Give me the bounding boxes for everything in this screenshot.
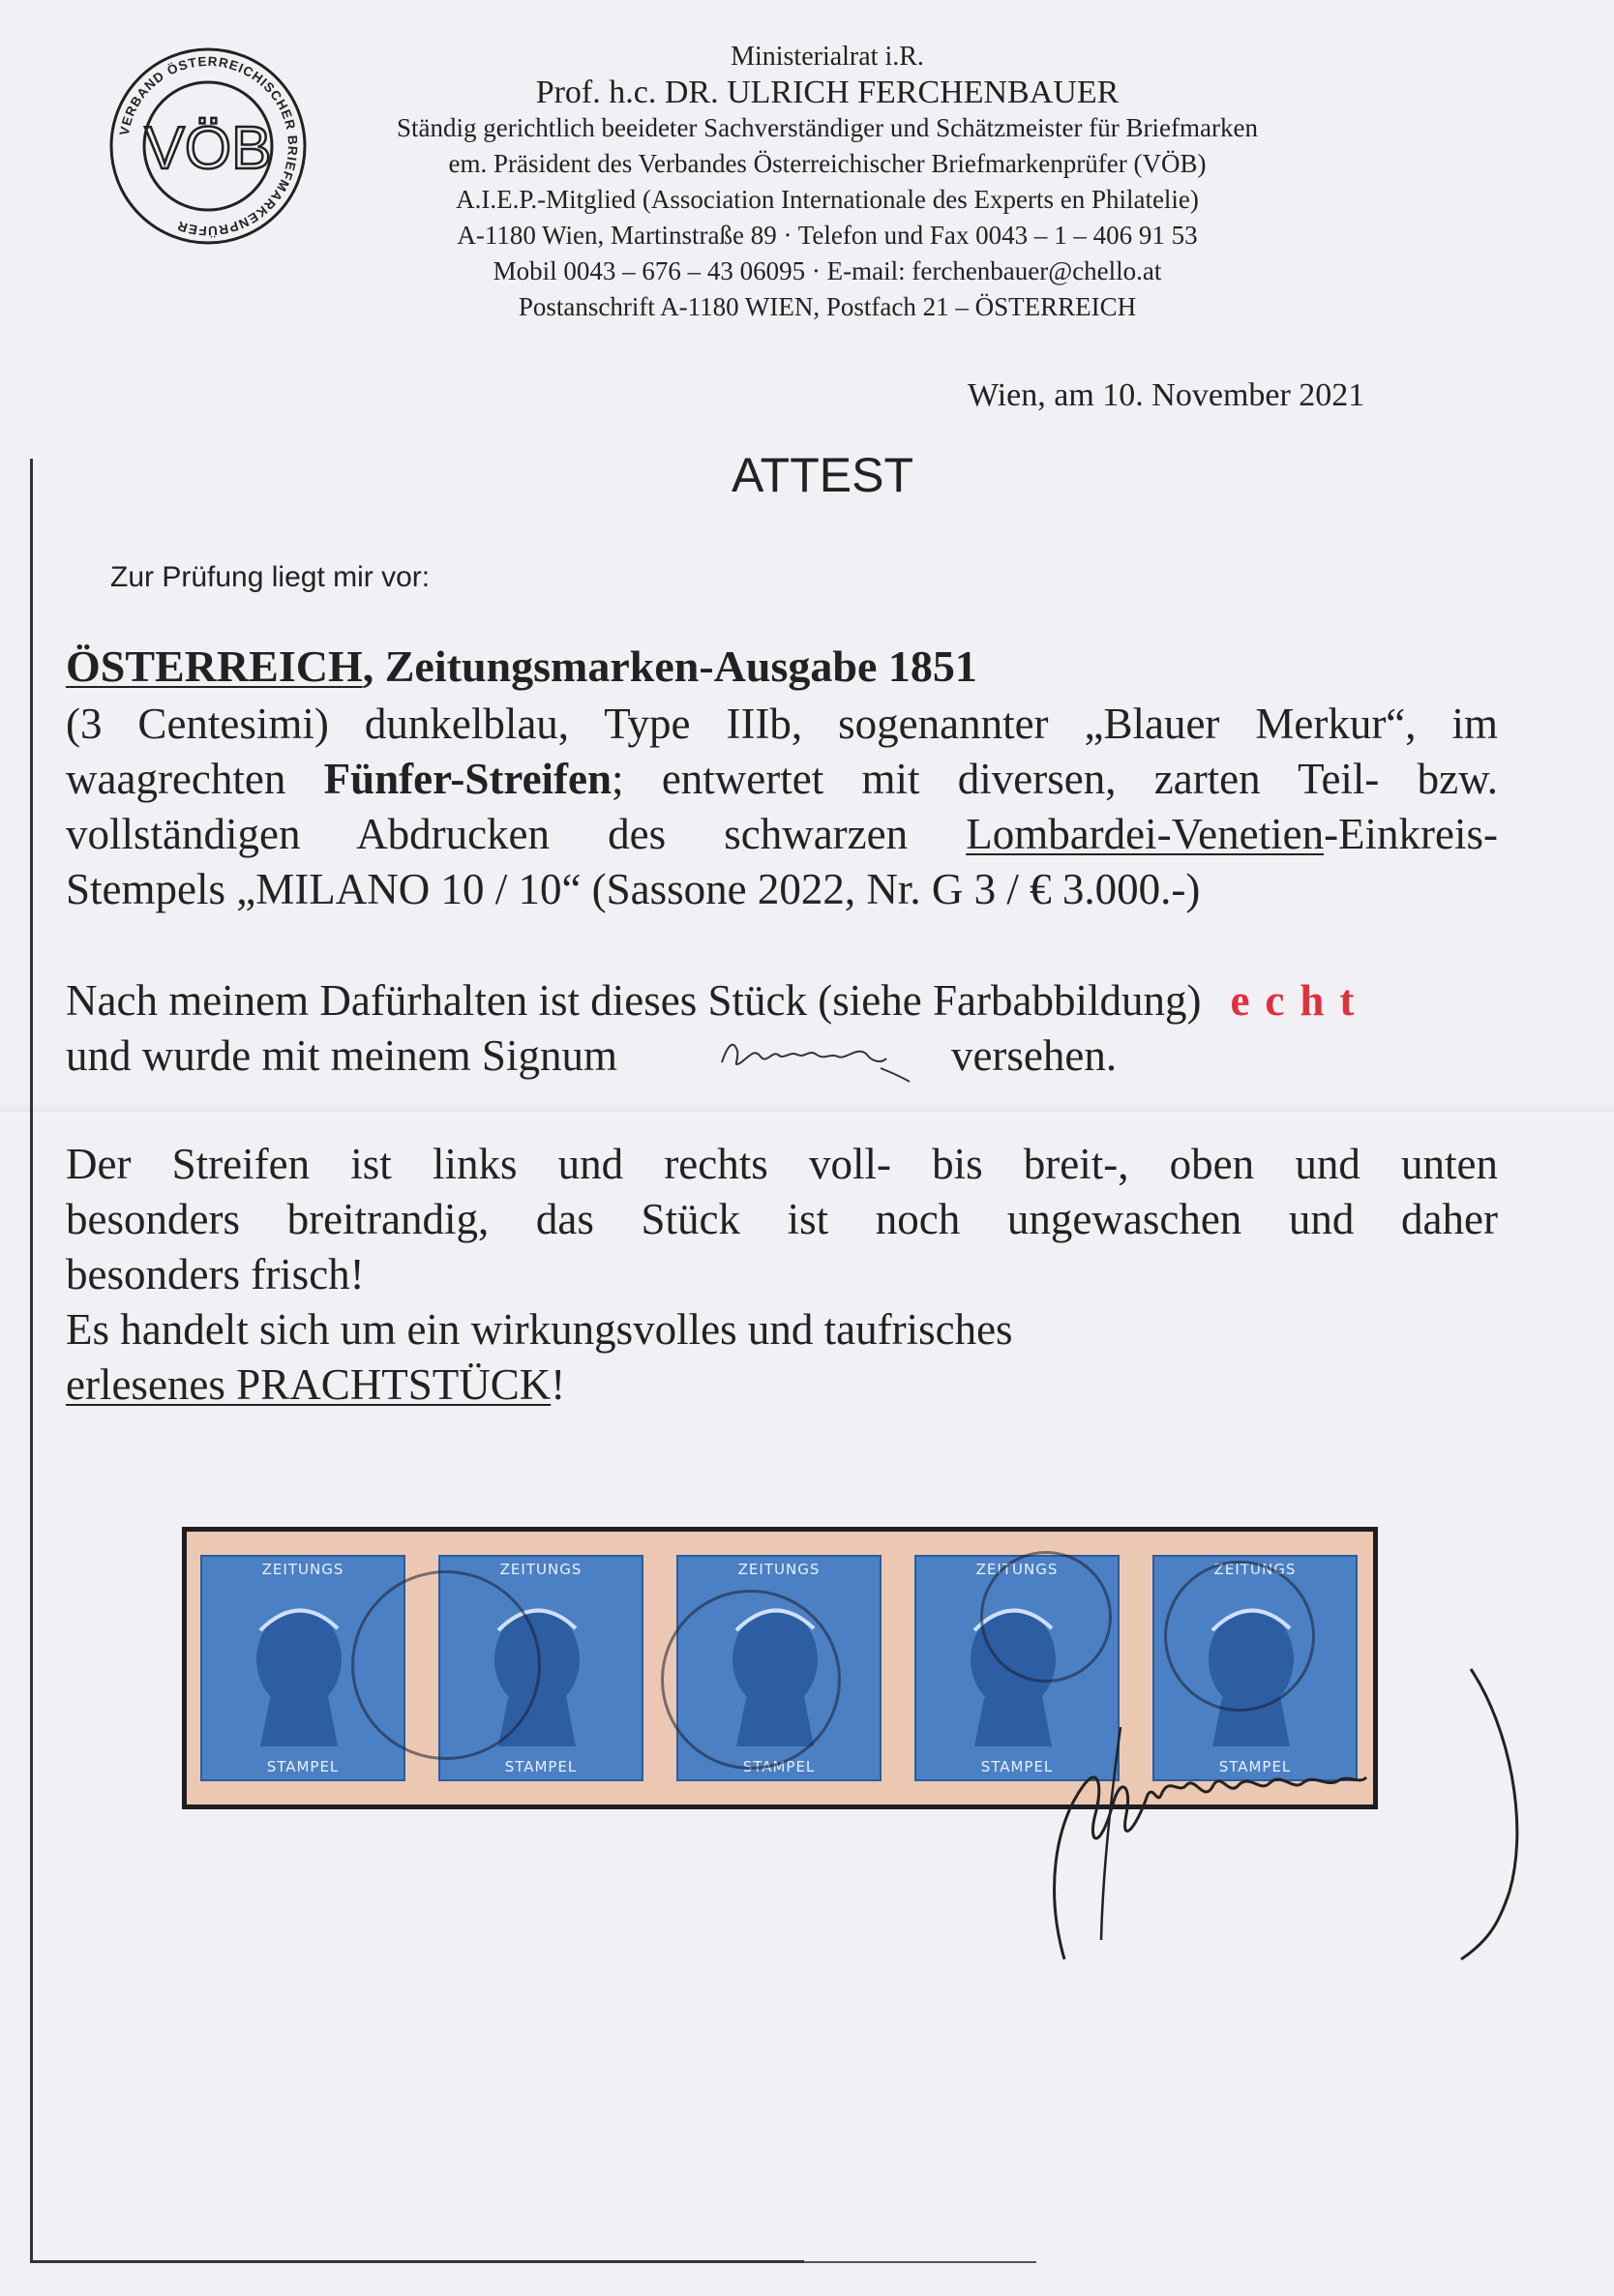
stamp-bottom-label: STAMPEL bbox=[980, 1758, 1054, 1775]
svg-text:VÖB: VÖB bbox=[144, 115, 272, 182]
letterhead-line: Mobil 0043 – 676 – 43 06095 · E-mail: ferchenbauer@chello.at bbox=[493, 256, 1162, 285]
item-heading bbox=[66, 639, 1498, 694]
expert-signature bbox=[1006, 1650, 1587, 1969]
letterhead-name: Prof. h.c. DR. ULRICH FERCHENBAUER bbox=[535, 75, 1120, 110]
description-line: (3 Centesimi) dunkelblau, Type IIIb, sogenannter „Blauer Merkur“, im bbox=[66, 700, 1498, 748]
heading-country: ÖSTERREICH bbox=[66, 641, 363, 691]
description-text: -Einkreis- bbox=[1324, 810, 1498, 858]
description-bold-text: Fünfer-Streifen bbox=[323, 755, 613, 803]
description-line bbox=[66, 752, 1498, 807]
voeb-seal-logo bbox=[106, 45, 310, 248]
remarks bbox=[66, 1137, 1498, 1413]
item-description bbox=[66, 697, 1498, 917]
frame-left-border bbox=[30, 459, 33, 2262]
svg-text:VERBAND ÖSTERREICHISCHER BRIEF: VERBAND ÖSTERREICHISCHER BRIEFMARKENPRÜFER bbox=[116, 53, 301, 239]
stamp-top-label: ZEITUNGS bbox=[261, 1561, 344, 1578]
heading-issue: , Zeitungsmarken-Ausgabe 1851 bbox=[362, 641, 977, 691]
stamp-top-label: ZEITUNGS bbox=[975, 1561, 1059, 1578]
frame-bottom-border bbox=[30, 2260, 804, 2263]
document-title: ATTEST bbox=[732, 448, 913, 502]
intro-text: Zur Prüfung liegt mir vor: bbox=[110, 561, 431, 593]
stamp-top-label: ZEITUNGS bbox=[1213, 1561, 1297, 1578]
remarks-text: ! bbox=[551, 1360, 566, 1409]
letterhead-line: A-1180 Wien, Martinstraße 89 · Telefon und Fax 0043 – 1 – 406 91 53 bbox=[457, 221, 1198, 250]
letterhead bbox=[319, 39, 1335, 325]
remarks-line bbox=[66, 1357, 1498, 1413]
stamp-top-label: ZEITUNGS bbox=[737, 1561, 821, 1578]
postmark-cancel bbox=[661, 1590, 841, 1770]
description-underlined-text: Lombardei-Venetien bbox=[966, 810, 1325, 858]
description-line bbox=[66, 807, 1498, 862]
remarks-line: besonders breitrandig, das Stück ist noch ungewaschen und daher bbox=[66, 1195, 1498, 1243]
description-text: ; entwertet mit diversen, zarten Teil- bzw. bbox=[612, 755, 1498, 803]
letterhead-line: Postanschrift A-1180 WIEN, Postfach 21 – ÖSTERREICH bbox=[518, 292, 1137, 321]
paper-fold bbox=[0, 1103, 1614, 1120]
remarks-underlined-text: erlesenes PRACHTSTÜCK bbox=[66, 1360, 552, 1409]
remarks-line: besonders frisch! bbox=[66, 1250, 365, 1298]
opinion-text: versehen. bbox=[950, 1031, 1118, 1080]
letterhead-rank: Ministerialrat i.R. bbox=[731, 42, 924, 72]
stamp-top-label: ZEITUNGS bbox=[499, 1561, 583, 1578]
remarks-line: Der Streifen ist links und rechts voll- bis breit-, oben und unten bbox=[66, 1140, 1498, 1188]
small-signum-signature bbox=[716, 1026, 939, 1084]
verdict-genuine: echt bbox=[1230, 976, 1370, 1025]
description-text: waagrechten bbox=[66, 755, 324, 803]
stamp-bottom-label: STAMPEL bbox=[504, 1758, 578, 1775]
letterhead-line: Ständig gerichtlich beeideter Sachverständiger und Schätzmeister für Briefmarken bbox=[397, 113, 1258, 142]
postmark-cancel bbox=[351, 1570, 541, 1760]
description-line: Stempels „MILANO 10 / 10“ (Sassone 2022, Nr. G 3 / € 3.000.-) bbox=[66, 865, 1201, 913]
document-date: Wien, am 10. November 2021 bbox=[968, 377, 1365, 413]
opinion-line bbox=[66, 973, 1498, 1029]
letterhead-line: em. Präsident des Verbandes Österreichischer Briefmarkenprüfer (VÖB) bbox=[448, 149, 1207, 178]
opinion-text: und wurde mit meinem Signum bbox=[66, 1031, 617, 1080]
remarks-line: Es handelt sich um ein wirkungsvolles und taufrisches bbox=[66, 1305, 1013, 1354]
stamp-bottom-label: STAMPEL bbox=[266, 1758, 340, 1775]
stamp-bottom-label: STAMPEL bbox=[1218, 1758, 1292, 1775]
letterhead-line: A.I.E.P.-Mitglied (Association Internationale des Experts en Philatelie) bbox=[456, 185, 1199, 214]
description-text: vollständigen Abdrucken des schwarzen bbox=[66, 810, 967, 858]
stamp-bottom-label: STAMPEL bbox=[742, 1758, 816, 1775]
frame-bottom-border-extension bbox=[804, 2261, 1036, 2263]
opinion-text: Nach meinem Dafürhalten ist dieses Stück (siehe Farbabbildung) bbox=[66, 976, 1202, 1025]
